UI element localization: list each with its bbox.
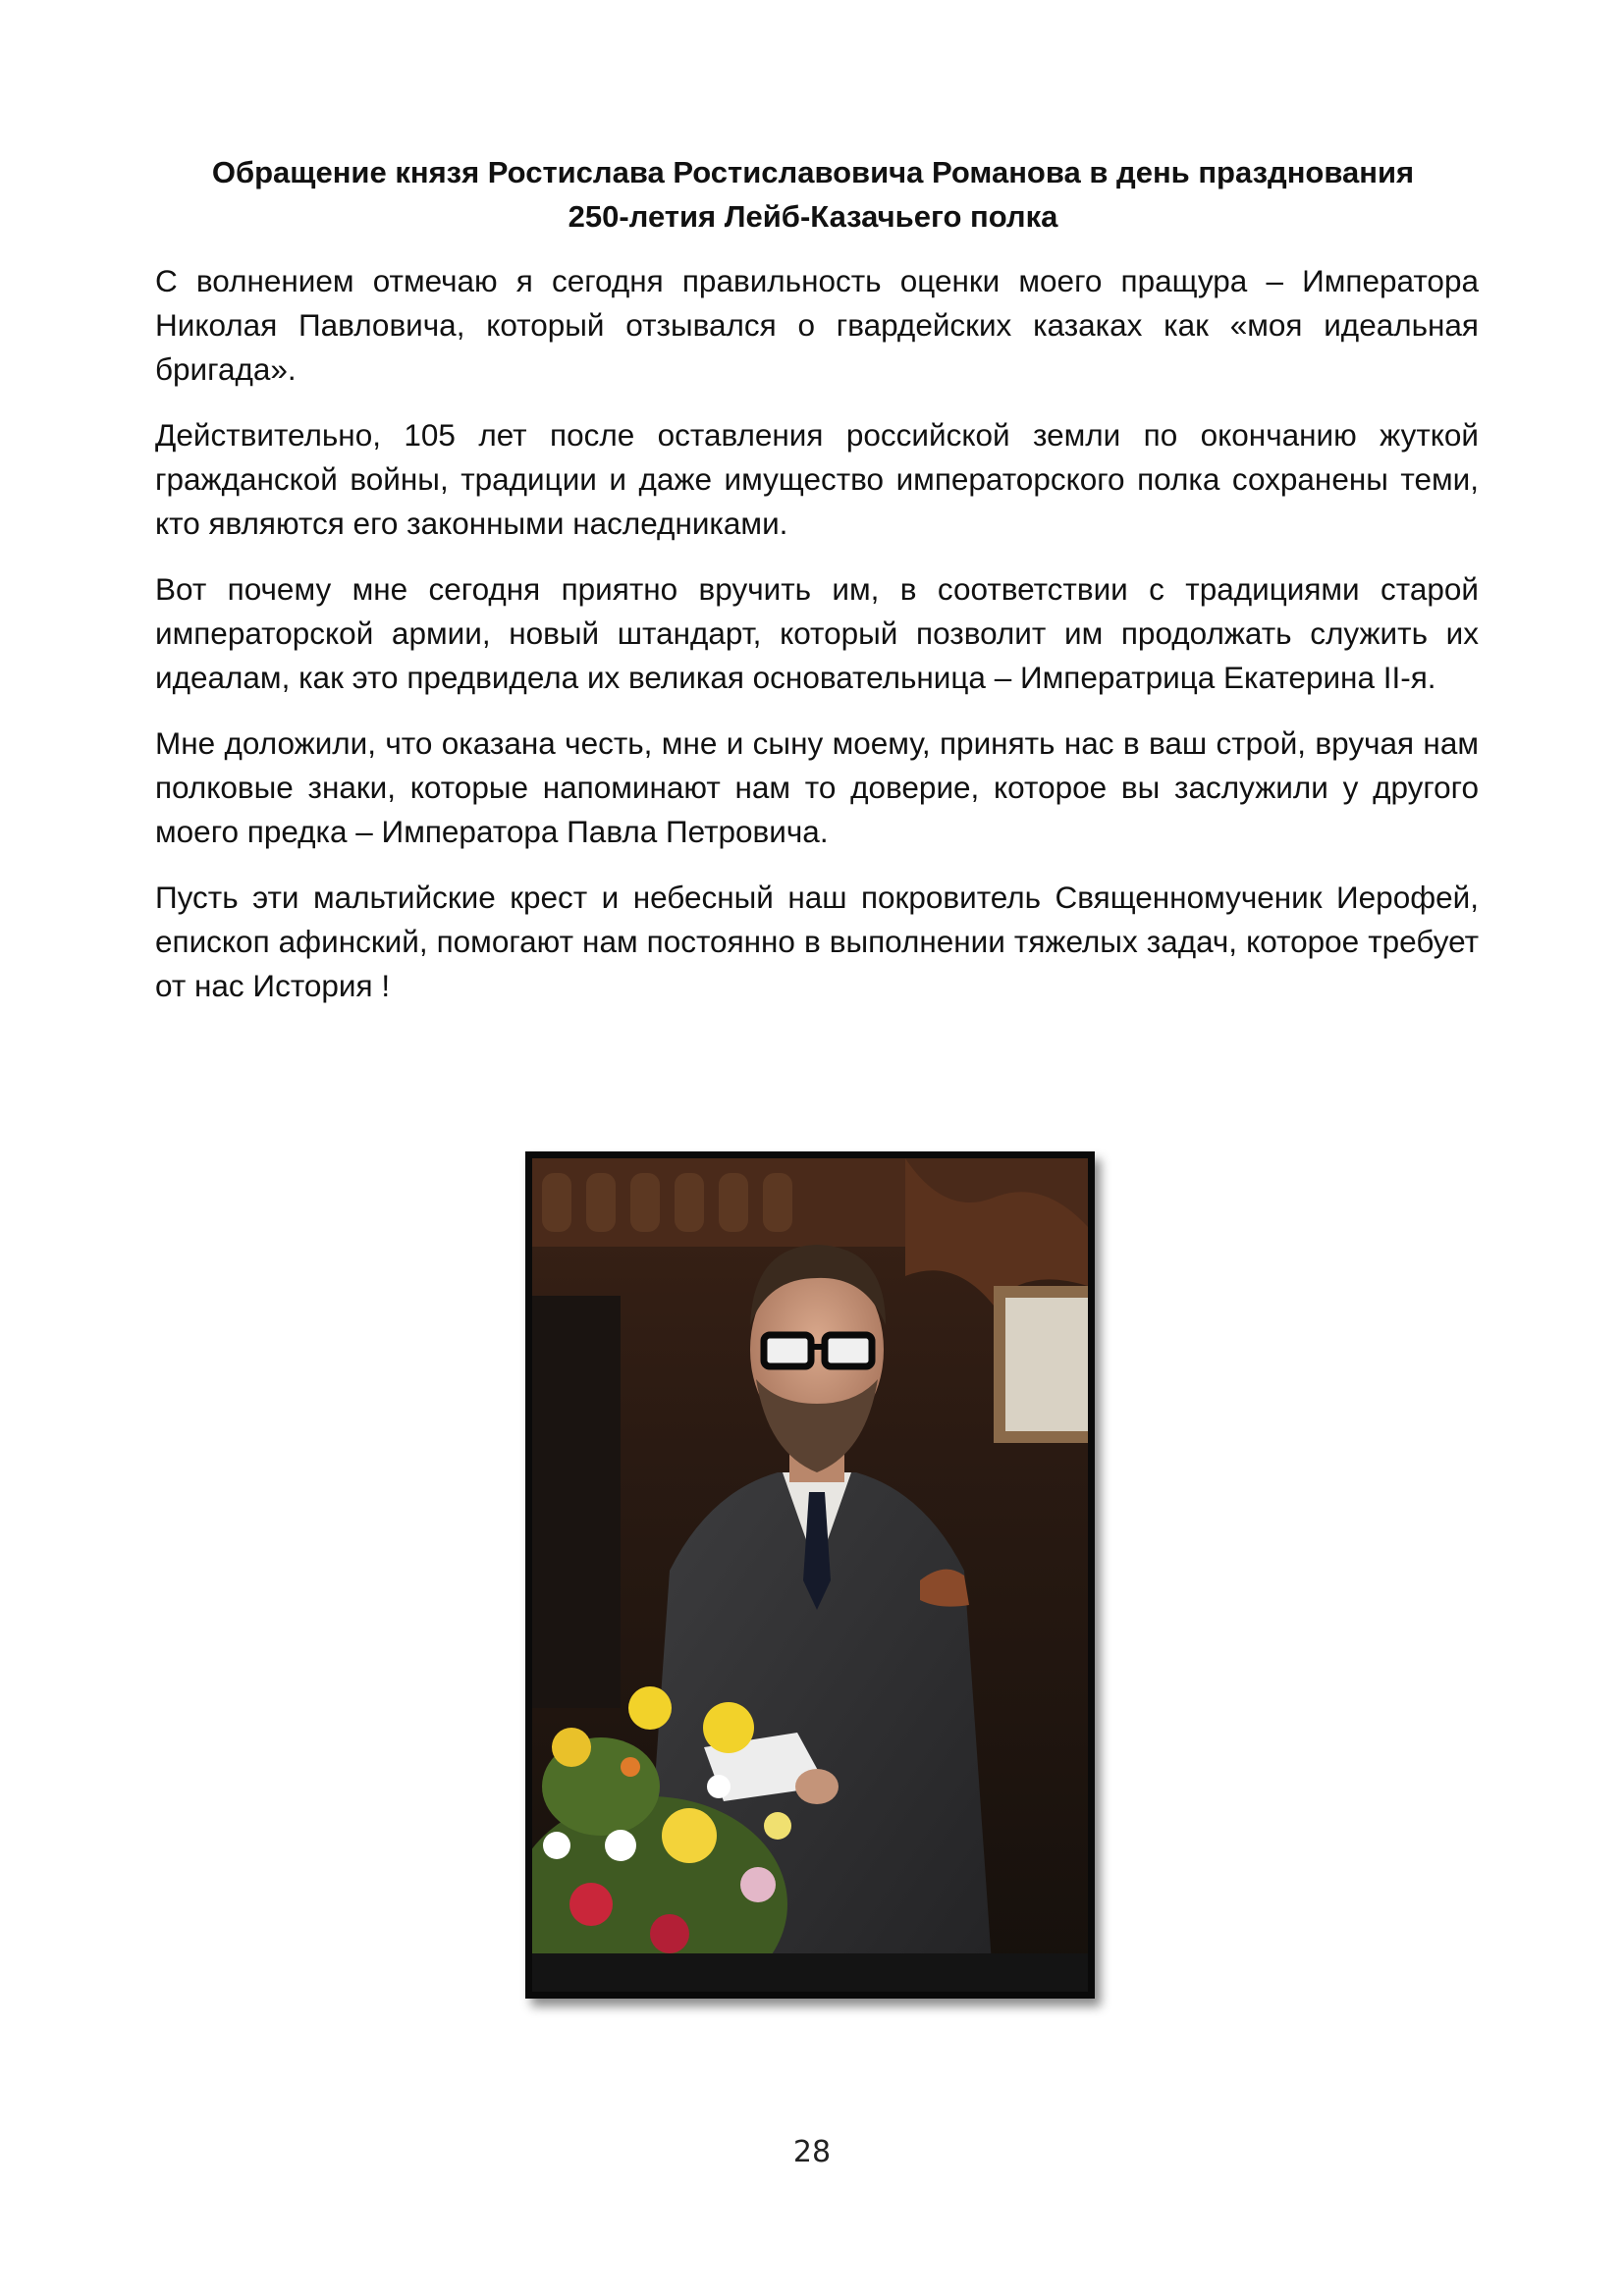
- document-body: [155, 259, 1479, 1030]
- paragraph: С волнением отмечаю я сегодня правильность оценки моего пращура – Императора Николая Павловича, который отзывался о гвардейских казаках как «моя идеальная бригада».: [155, 263, 1479, 387]
- speaker-photo-image: [532, 1158, 1088, 1992]
- paragraph: Действительно, 105 лет после оставления российской земли по окончанию жуткой гражданской войны, традиции и даже имущество императорского полка сохранены теми, кто являются его законными наследниками.: [155, 417, 1479, 541]
- page-number: 28: [792, 2135, 832, 2169]
- title-line-1: Обращение князя Ростислава Ростиславовича Романова в день празднования: [211, 155, 1415, 189]
- paragraph: Вот почему мне сегодня приятно вручить им, в соответствии с традициями старой императорской армии, новый штандарт, который позволит им продолжать служить их идеалам, как это предвидела их великая основательница – Императрица Екатерина II-я.: [155, 571, 1479, 695]
- paragraph: Пусть эти мальтийские крест и небесный наш покровитель Священномученик Иерофей, епископ афинский, помогают нам постоянно в выполнении тяжелых задач, которое требует от нас История !: [155, 880, 1479, 1003]
- document-title: [155, 150, 1471, 239]
- title-line-2: 250-летия Лейб-Казачьего полка: [568, 199, 1058, 234]
- speaker-photo: [525, 1151, 1095, 1999]
- paragraph: Мне доложили, что оказана честь, мне и сыну моему, принять нас в ваш строй, вручая нам полковые знаки, которые напоминают нам то доверие, которое вы заслужили у другого моего предка – Императора Павла Петровича.: [155, 725, 1479, 849]
